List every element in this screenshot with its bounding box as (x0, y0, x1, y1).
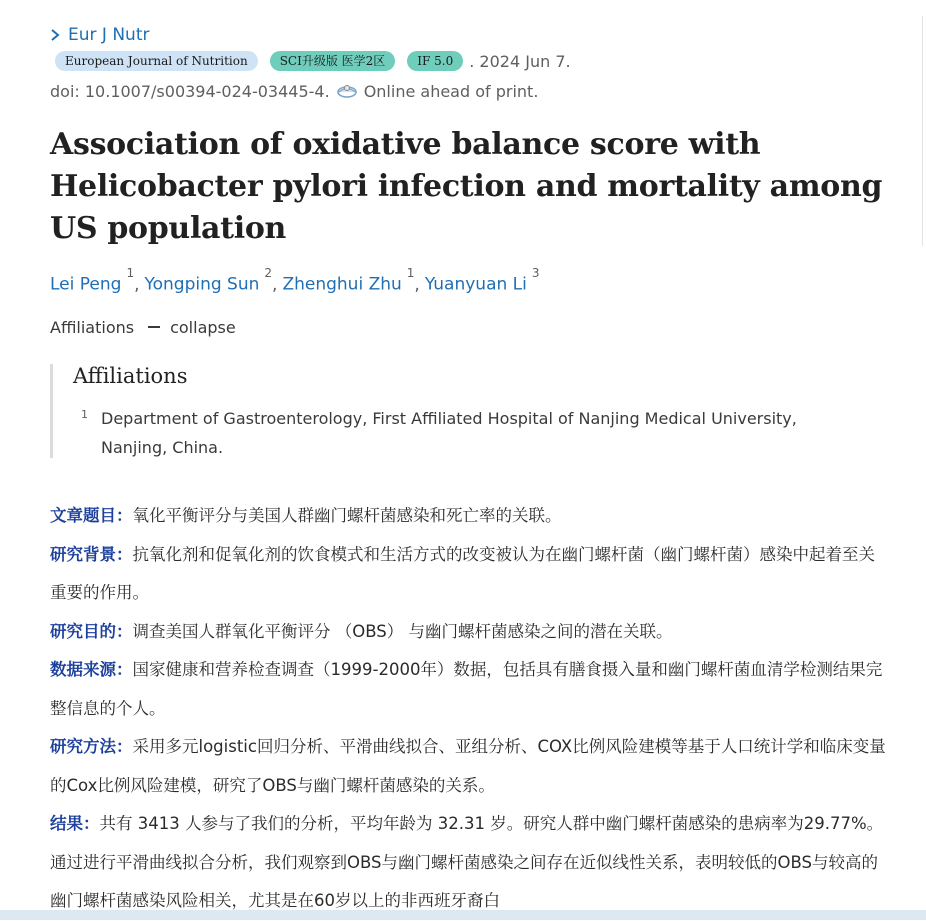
author-link[interactable]: Yongping Sun (144, 274, 260, 295)
abstract-label: 结果： (50, 814, 100, 833)
journal-row (50, 24, 149, 46)
abstract-text: 采用多元logistic回归分析、平滑曲线拟合、亚组分析、COX比例风险建模等基于人口统计学和临床变量的Cox比例风险建模，研究了OBS与幽门螺杆菌感染的关系。 (50, 737, 886, 795)
chinese-abstract (50, 497, 890, 921)
abstract-text: 国家健康和营养检查调查（1999-2000年）数据，包括具有膳食摄入量和幽门螺杆菌血清学检测结果完整信息的个人。 (50, 660, 883, 718)
abstract-text: 抗氧化剂和促氧化剂的饮食模式和生活方式的改变被认为在幽门螺杆菌（幽门螺杆菌）感染中起着至关重要的作用。 (50, 544, 875, 602)
author-link[interactable]: Zhenghui Zhu (282, 274, 402, 295)
online-ahead-icon (336, 83, 358, 99)
affiliations-heading: Affiliations (73, 364, 188, 388)
impact-factor-badge: IF 5.0 (407, 51, 463, 71)
chevron-right-icon[interactable] (50, 28, 60, 42)
abstract-paragraph (50, 536, 890, 613)
author-item (50, 266, 144, 295)
author-affiliation-number[interactable]: 1 (126, 266, 135, 280)
doi-row (50, 80, 538, 102)
author-item (424, 266, 545, 295)
abstract-label: 文章题目： (50, 506, 133, 525)
collapse-dash-icon (148, 326, 160, 328)
author-separator: , (272, 274, 278, 295)
online-status: Online ahead of print. (363, 81, 539, 101)
abstract-paragraph (50, 805, 890, 921)
affiliations-toggle-action: collapse (170, 317, 236, 337)
abstract-label: 研究方法： (50, 737, 133, 756)
abstract-label: 研究背景： (50, 544, 133, 564)
affiliation-number: 1 (81, 408, 88, 421)
badges-row (55, 50, 571, 72)
affiliations-panel (50, 364, 853, 458)
author-separator: , (414, 274, 420, 295)
abstract-text: 共有 3413 人参与了我们的分析，平均年龄为 32.31 岁。研究人群中幽门螺杆菌感染的患病率为29.77%。通过进行平滑曲线拟合分析，我们观察到OBS与幽门螺杆菌感染之间存在近似线性关系，表明较低的OBS与较高的幽门螺杆菌感染风险相关，尤其是在60岁以上的非西班牙裔白 (50, 814, 884, 910)
article-title: Association of oxidative balance score with Helicobacter pylori infection and mortality among US population (50, 127, 883, 246)
bottom-scroll-band (0, 910, 926, 920)
author-affiliation-number[interactable]: 3 (531, 266, 540, 280)
author-link[interactable]: Lei Peng (50, 274, 122, 295)
abstract-text: 氧化平衡评分与美国人群幽门螺杆菌感染和死亡率的关联。 (132, 506, 562, 525)
journal-full-badge[interactable]: European Journal of Nutrition (55, 51, 258, 71)
author-list (50, 266, 545, 298)
abstract-label: 数据来源： (50, 660, 133, 679)
affiliations-toggle-label: Affiliations (50, 317, 135, 337)
author-affiliation-number[interactable]: 2 (264, 266, 273, 280)
author-item (282, 266, 424, 295)
author-item (144, 266, 282, 295)
abstract-paragraph (50, 613, 890, 652)
abstract-paragraph (50, 728, 890, 805)
abstract-paragraph (50, 497, 890, 536)
abstract-text: 调查美国人群氧化平衡评分 （OBS） 与幽门螺杆菌感染之间的潜在关联。 (132, 621, 673, 641)
sidebar-divider (922, 16, 923, 246)
affiliation-text: Department of Gastroenterology, First Affiliated Hospital of Nanjing Medical University, Nanjing, China. (101, 409, 797, 457)
sci-badge: SCI升级版 医学2区 (270, 51, 396, 71)
doi-text[interactable]: doi: 10.1007/s00394-024-03445-4. (50, 81, 330, 101)
author-separator: , (134, 274, 140, 295)
abstract-paragraph (50, 651, 890, 728)
author-affiliation-number[interactable]: 1 (406, 266, 415, 280)
author-link[interactable]: Yuanyuan Li (424, 274, 527, 295)
abstract-label: 研究目的： (50, 621, 133, 641)
affiliations-toggle[interactable] (50, 316, 236, 338)
journal-link[interactable]: Eur J Nutr (68, 25, 150, 45)
pub-date: . 2024 Jun 7. (469, 51, 571, 71)
